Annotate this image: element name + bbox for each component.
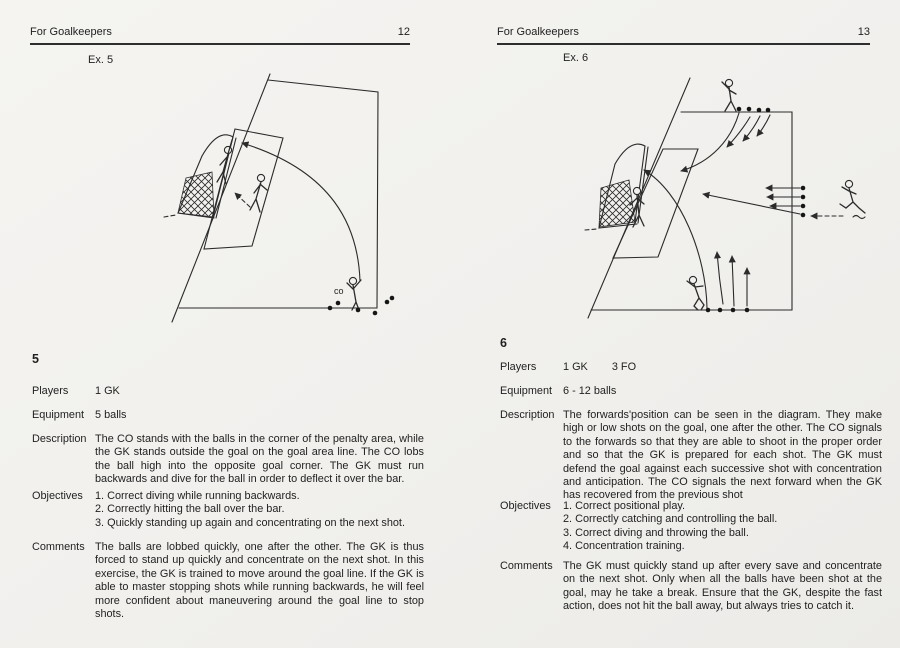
objectives-row (32, 490, 424, 530)
equipment-label: Equipment (32, 409, 85, 421)
page-title: For Goalkeepers (30, 26, 112, 38)
page-title: For Goalkeepers (497, 26, 579, 38)
exercise-label: Ex. 5 (88, 54, 114, 66)
players-value: 1 GK (95, 385, 120, 397)
objectives-label: Objectives (500, 500, 551, 512)
objective-item: 3. Correct diving and throwing the ball. (563, 526, 749, 539)
players-label: Players (500, 361, 537, 373)
comments-text: The balls are lobbed quickly, one after the other. The GK is thus forced to stand up quickly and concentrate on the next shot. In this exercise, the GK is trained to move around the goal line. If the GK is able to master stopping shots while running backwards, he will feel more confident about maneuvering around the goal line to stop shots. (95, 541, 424, 621)
objectives-row (500, 500, 882, 554)
objective-item: 2. Correctly catching and controlling the ball. (563, 513, 778, 526)
players-label: Players (32, 385, 69, 397)
comments-row (32, 541, 424, 621)
description-text: The CO stands with the balls in the corner of the penalty area, while the GK stands outside the goal on the goal area line. The CO lobs the ball high into the opposite goal corner. The GK must run backwards and dive for the ball in order to deflect it over the bar. (95, 433, 424, 486)
objective-item: 3. Quickly standing up again and concentrating on the next shot. (95, 516, 405, 529)
shot-arrows-right (703, 188, 800, 214)
forward-figure-top (722, 79, 736, 111)
description-text: The forwards'position can be seen in the diagram. They make high or low shots on the goal, one after the other. The CO signals to the forwards so that they are able to shoot in the proper order and so that the GK is prepared for each shot. The GK must defend the goal against each successive shot with concentration and anticipation. The CO signals the next forward when the GK has recovered from the previous shot (563, 409, 882, 502)
goal-net (178, 172, 214, 217)
players-row (500, 361, 882, 374)
comments-label: Comments (32, 541, 85, 553)
description-row (32, 433, 424, 487)
coach-label: co (334, 286, 344, 296)
page-number: 12 (397, 26, 410, 38)
ball-dots-right (801, 186, 806, 218)
goalkeeper-standing-figure (250, 174, 267, 212)
comments-label: Comments (500, 560, 553, 572)
description-row (500, 409, 882, 503)
comments-row (500, 560, 882, 614)
runner-figure (840, 180, 865, 218)
comments-text: The GK must quickly stand up after every save and concentrate on the next shot. Only when all the balls have been shot at the goal, may he take a break. Ensure that the GK, despite the fast action, does not hit the ball away, but always tries to catch it. (563, 560, 882, 613)
shot-arrows-top (681, 113, 770, 171)
players-value: 1 GK 3 FO (563, 361, 637, 373)
objective-item: 2. Correctly hitting the ball over the bar. (95, 503, 285, 516)
ball-dots (328, 296, 395, 316)
coach-figure (347, 277, 361, 310)
goal-net (599, 180, 635, 227)
page-header-left (30, 22, 410, 45)
exercise-5-diagram (128, 66, 418, 324)
equipment-value: 5 balls (95, 409, 127, 421)
objectives-list (95, 490, 424, 530)
description-label: Description (500, 409, 555, 421)
forward-figure-bottom (687, 276, 704, 310)
page-header-right (497, 22, 870, 45)
objective-item: 1. Correct positional play. (563, 500, 686, 512)
exercise-number: 6 (500, 336, 507, 350)
equipment-value: 6 - 12 balls (563, 385, 617, 397)
objectives-list (563, 500, 882, 554)
players-row (32, 385, 424, 398)
description-label: Description (32, 433, 87, 445)
equipment-label: Equipment (500, 385, 553, 397)
objectives-label: Objectives (32, 490, 83, 502)
page-number: 13 (857, 26, 870, 38)
objective-item: 4. Concentration training. (563, 540, 685, 553)
objective-item: 1. Correct diving while running backwards. (95, 490, 300, 502)
equipment-row (32, 409, 424, 422)
exercise-number: 5 (32, 352, 39, 366)
exercise-label: Ex. 6 (563, 52, 589, 64)
gk-movement-arrow (235, 193, 250, 207)
equipment-row (500, 385, 882, 398)
exercise-6-diagram (553, 70, 888, 328)
